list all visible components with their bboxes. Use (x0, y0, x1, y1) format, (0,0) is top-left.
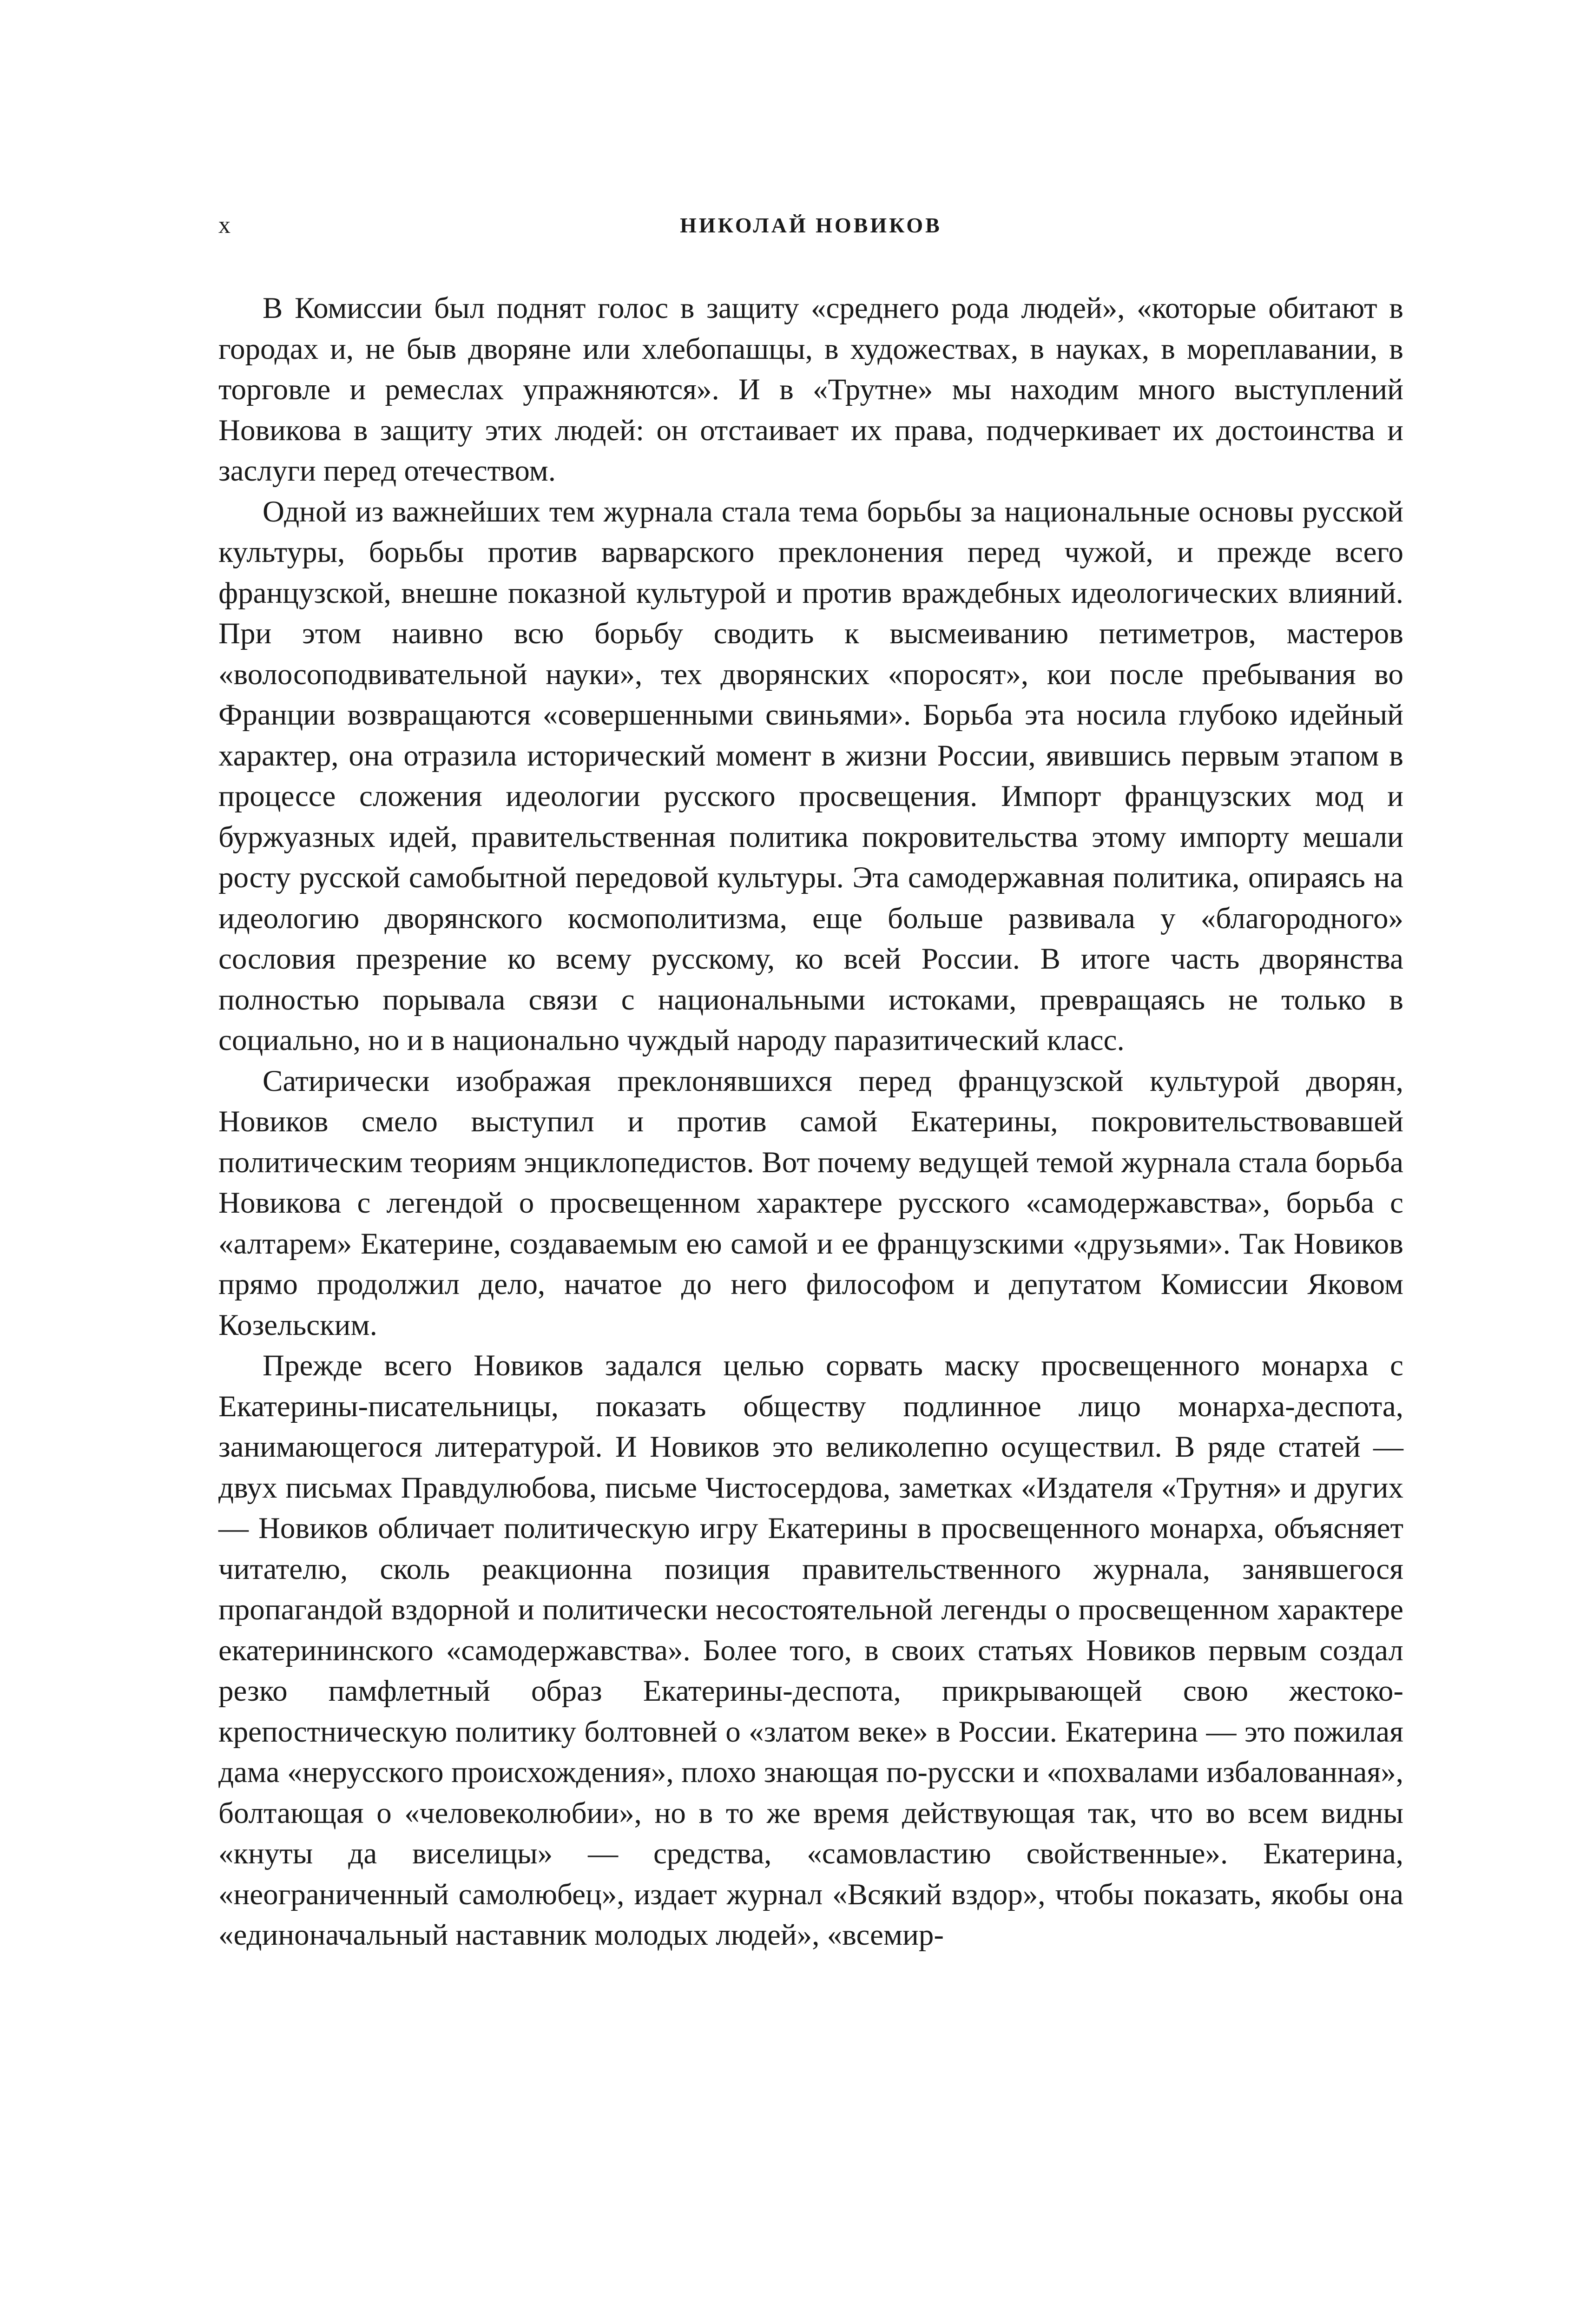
paragraph: Сатирически изображая преклонявшихся перед французской культурой дворян, Новиков смело выступил и против самой Екатерины, покровительствовавшей политическим теориям энциклопедистов. Вот почему ведущей темой журнала стала борьба Новикова с легендой о просвещенном характере русского «самодержавства», борьба с «алтарем» Екатерине, создаваемым ею самой и ее французскими «друзьями». Так Новиков прямо продолжил дело, начатое до него философом и депутатом Комиссии Яковом Козельским. (218, 1064, 1403, 1342)
running-head (218, 211, 1403, 239)
running-title: НИКОЛАЙ НОВИКОВ (680, 213, 942, 237)
body-text (218, 288, 1403, 1956)
paragraph: В Комиссии был поднят голос в защиту «среднего рода людей», «которые обитают в городах и, не быв дворяне или хлебопашцы, в художествах, в науках, в мореплавании, в торговле и ремеслах упражняются». И в «Трутне» мы находим много выступлений Новикова в защиту этих людей: он отстаивает их права, подчеркивает их достоинства и заслуги перед отечеством. (218, 291, 1403, 488)
page-number: x (218, 212, 231, 238)
paragraph: Одной из важнейших тем журнала стала тема борьбы за национальные основы русской культуры, борьбы против варварского преклонения перед чужой, и прежде всего французской, внешне показной культурой и против враждебных идеологических влияний. При этом наивно всю борьбу сводить к высмеиванию петиметров, мастеров «волосоподвивательной науки», тех дворянских «поросят», кои после пребывания во Франции возвращаются «совершенными свиньями». Борьба эта носила глубоко идейный характер, она отразила исторический момент в жизни России, явившись первым этапом в процессе сложения идеологии русского просвещения. Импорт французских мод и буржуазных идей, правительственная политика покровительства этому импорту мешали росту русской самобытной передовой культуры. Эта самодержавная политика, опираясь на идеологию дворянского космополитизма, еще больше развивала у «благородного» сословия презрение ко всему русскому, ко всей России. В итоге часть дворянства полностью порывала связи с национальными истоками, превращаясь не только в социально, но и в национально чуждый народу паразитический класс. (218, 495, 1403, 1057)
paragraph: Прежде всего Новиков задался целью сорвать маску просвещенного монарха с Екатерины-писательницы, показать обществу подлинное лицо монарха-деспота, занимающегося литературой. И Новиков это великолепно осуществил. В ряде статей — двух письмах Правдулюбова, письме Чистосердова, заметках «Издателя «Трутня» и других — Новиков обличает политическую игру Екатерины в просвещенного монарха, объясняет читателю, сколь реакционна позиция правительственного журнала, занявшегося пропагандой вздорной и политически несостоятельной легенды о просвещенном характере екатерининского «самодержавства». Более того, в своих статьях Новиков первым создал резко памфлетный образ Екатерины-деспота, прикрывающей свою жестоко-крепостническую политику болтовней о «златом веке» в России. Екатерина — это пожилая дама «нерусского происхождения», плохо знающая по-русски и «похвалами избалованная», болтающая о «человеколюбии», но в то же время действующая так, что во всем видны «кнуты да виселицы» — средства, «самовластию свойственные». Екатерина, «неограниченный самолюбец», издает журнал «Всякий вздор», чтобы показать, якобы она «единоначальный наставник молодых людей», «всемир- (218, 1349, 1403, 1952)
